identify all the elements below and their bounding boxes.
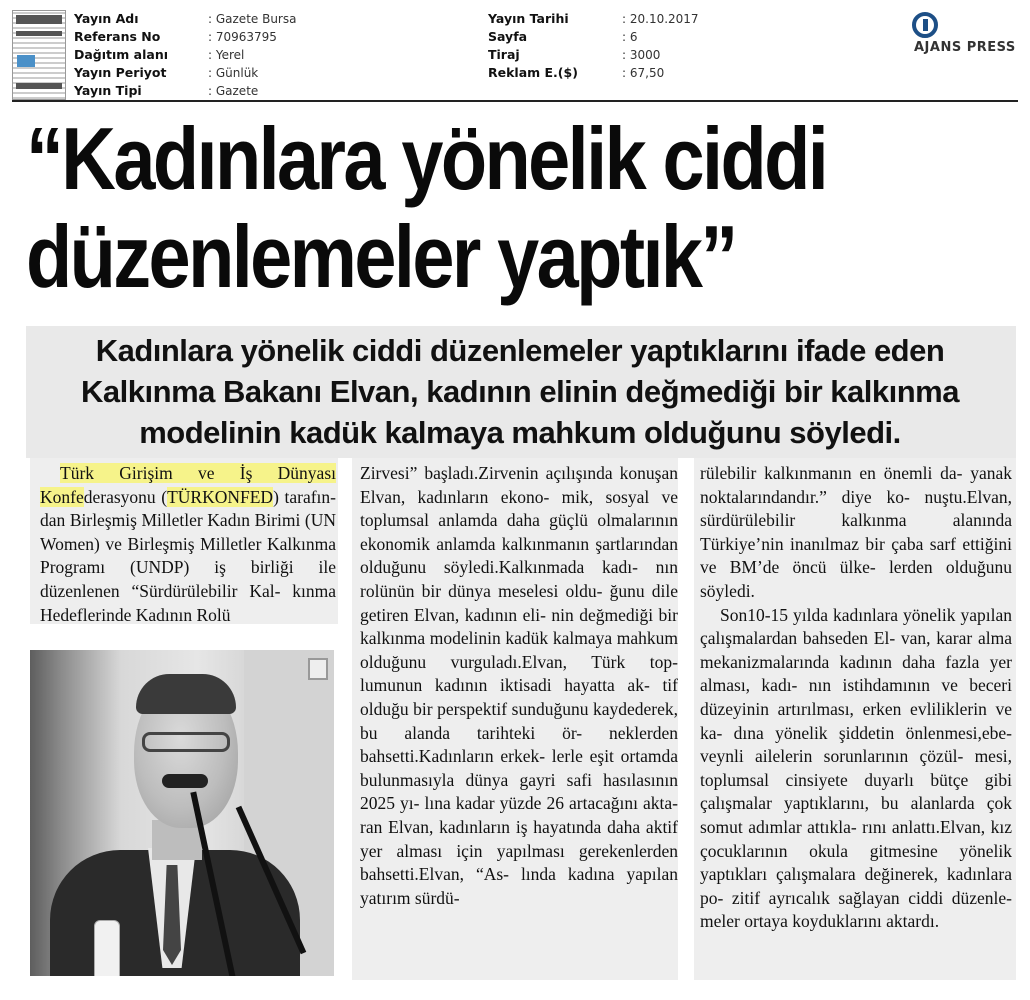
headline-line: düzenlemeler yaptık” [26,207,736,306]
deck-line: modelinin kadük kalmaya mahkum olduğunu söyledi. [139,415,901,450]
meta-value: : Gazete Bursa [208,12,297,26]
meta-value: : 70963795 [208,30,277,44]
meta-row [488,46,699,64]
headline-line: “Kadınlara yönelik ciddi [26,109,827,208]
deck [30,330,1010,453]
article-paragraph [40,462,336,627]
meta-row [74,46,296,64]
meta-key: Referans No [74,29,161,44]
meta-value: : 6 [622,30,638,44]
meta-row [74,10,296,28]
photo-wall-sign [308,658,328,680]
photo-mustache [162,774,208,788]
meta-value: : Yerel [208,48,245,62]
article-text: derasyonu ( [83,486,168,507]
meta-key: Yayın Tarihi [488,11,569,26]
meta-key: Yayın Tipi [74,83,142,98]
meta-key: Yayın Periyot [74,65,167,80]
deck-line: Kadınlara yönelik ciddi düzenlemeler yaptıklarını ifade eden [95,333,945,368]
meta-row [488,10,699,28]
newspaper-thumbnail [12,10,66,100]
highlighted-text: Türk Girişim ve İş Dünyası Konfe [40,463,336,507]
article-column-2 [360,462,678,910]
meta-value: : 20.10.2017 [622,12,699,26]
publication-meta-right [488,10,699,82]
deck-line: Kalkınma Bakanı Elvan, kadının elinin değmediği bir kalkınma [81,374,959,409]
meta-key: Tiraj [488,47,520,62]
logo-text: AJANS PRESS [914,40,1016,55]
article-text: ) tarafın- dan Birleşmiş Milletler Kadın Birimi (UN Women) ve Birleşmiş Milletler Kalkınma Programı (UNDP) iş birliği ile düzenlenen “Sürdürülebilir Kal- kınma Hedeflerinde Kadının Rolü [40,486,336,625]
meta-key: Yayın Adı [74,11,139,26]
headline [26,110,869,306]
article-column-3 [700,462,1012,934]
meta-row [488,28,699,46]
meta-key: Reklam E.($) [488,65,578,80]
article-column-1 [40,462,336,627]
minister-photo [30,650,334,976]
meta-row [488,64,699,82]
publication-meta-left [74,10,296,100]
meta-row [74,64,296,82]
meta-value: : 67,50 [622,66,665,80]
meta-key: Dağıtım alanı [74,47,169,62]
highlighted-text: TÜRKONFED [167,486,274,507]
ajans-press-logo [898,10,1028,60]
article-paragraph: rülebilir kalkınmanın en önemli da- yanak noktalarındandır.” diye ko- nuştu.Elvan, sürdürülebilir kalkınma alanında Türkiye’nin inanılmaz bir çaba sarf ettiğini ve BM’de öncü ülke- lerden olduğunu söyledi. [700,463,1012,601]
meta-row [74,28,296,46]
photo-hair [136,674,236,714]
photo-glasses [142,732,230,752]
meta-value: : Günlük [208,66,259,80]
header-divider [12,100,1018,102]
article-paragraph: Son10-15 yılda kadınlara yönelik yapılan çalışmalardan bahseden El- van, karar alma mekanizmalarında kadının daha fazla yer alması, kadı- nın istihdamının ve beceri düzeyinin artırılması, erken evliliklerin ve ka- dına yönelik şiddetin önlenmesi,ebe- veynli ailelerin sorunlarının çözül- mesi, toplumsal cinsiyete duyarlı bütçe gibi çalışmalar yaptıklarını, bu alanlarda çok somut adımlar attıkla- rını anlattı.Elvan, kız çocuklarının okula gitmesine yönelik yaptıkları çalışmalara değinerek, kadınlara po- zitif ayrıcalık sağlayan ciddi düzenle- meler ortaya koyduklarını aktardı. [700,604,1012,932]
ajans-press-logo-icon [912,12,938,38]
meta-row [74,82,296,100]
meta-value: : 3000 [622,48,661,62]
article-paragraph: Zirvesi” başladı.Zirvenin açılışında konuşan Elvan, kadınların ekono- mik, sosyal ve toplumsal anlamda daha güçlü olmalarının ekonomik anlamda kalkınmanın şartlarından olduğunu söyledi.Kalkınmada kadı- nın rolünün bir dünya meselesi oldu- ğunu dile getiren Elvan, kadının eli- nin değmediği bir kalkınma modelinin kadük kalmaya mahkum olduğunu vurguladı.Elvan, Türk top- lumunun kadının iktisadi hayatta ak- tif olduğu bir perspektif sunduğunu kaydederek, bu alanda tarihteki ör- neklerden bahsetti.Kadınların erkek- lerle eşit ortamda bulunmasıyla dünya gayri safi hasılasının 2025 yı- lına kadar yüzde 26 artacağını akta- ran Elvan, kadınların iş hayatında daha aktif yer alması için yapılması gerekenlerden bahsetti.Elvan, “As- lında kadına yapılan yatırım sürdü- [360,463,678,908]
meta-value: : Gazete [208,84,259,98]
meta-key: Sayfa [488,29,528,44]
water-bottle [94,920,120,976]
